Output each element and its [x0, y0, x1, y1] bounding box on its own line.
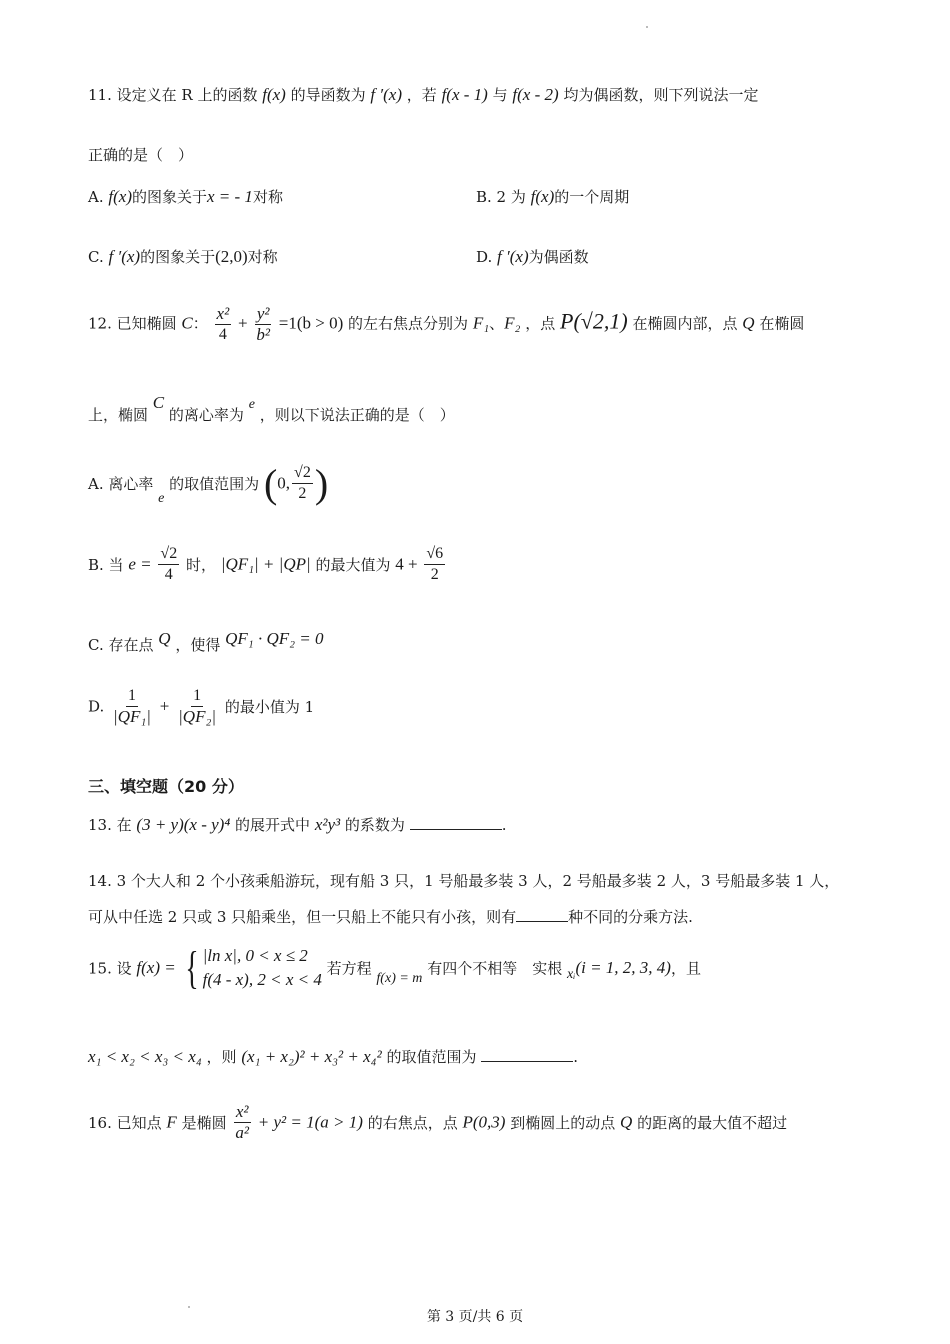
piecewise-cases: |ln x|, 0 < x ≤ 2 f(4 - x), 2 < x < 4 — [202, 946, 322, 989]
q14-line1: 14. 3 个大人和 2 个小孩乘船游玩，现有船 3 只，1 号船最多装 3 人，2 号船最多装 2 人，3 号船最多装 1 人， — [88, 872, 840, 890]
y2-over-b2: $\frac{\text{y²}}{\text{b²}}$ — [256, 304, 270, 344]
fprime-x: f ′(x) — [370, 85, 402, 104]
q13: 13. 在 (3 + y)(x - y)⁴ 的展开式中 x²y³ 的系数为 . — [88, 815, 507, 834]
x2-over-4: $\frac{\text{x²}}{4}$ — [216, 304, 230, 343]
answer-blank[interactable] — [410, 815, 502, 830]
speck — [646, 26, 648, 28]
q15-line1: 15. 设 f(x) = { |ln x|, 0 < x ≤ 2 f(4 - x), 2 < x < 4 若方程 f(x) = m 有四个不相等 实根 xᵢ(i = 1, 2, 3, 4)，且 — [88, 942, 701, 993]
page-number: 第 3 页/共 6 页 — [426, 1309, 524, 1325]
answer-blank[interactable] — [516, 907, 568, 922]
q16: 16. 已知点 F 是椭圆 $\frac{\text{x²}}{\text{a²}}$ + y² = 1(a > 1) 的右焦点，点 P(0,3) 到椭圆上的动点 Q 的距离的最大值不超过 — [88, 1102, 788, 1142]
answer-blank[interactable] — [481, 1047, 573, 1062]
q12-option-b: B. 当 e = $\frac{√2}{4}$ 时， |QF₁| + |QP| 的最大值为 4 + $\frac{√6}{2}$ — [88, 545, 444, 583]
q14-line2: 可从中任选 2 只或 3 只船乘坐，但一只船上不能只有小孩，则有 种不同的分乘方法. — [88, 908, 693, 926]
q12-option-c: C. 存在点 Q ，使得 QF₁ · QF₂ = 0 — [88, 629, 324, 654]
q11-option-a: A. f(x)的图象关于x = - 1对称 — [88, 187, 283, 206]
q15-line2: x₁ < x₂ < x₃ < x₄ ，则 (x₁ + x₂)² + x₃² + x₄² 的取值范围为 . — [88, 1047, 579, 1066]
section-title: 三、填空题（20 分） — [88, 777, 244, 796]
q12-option-a: A. 离心率 e 的取值范围为 (0, $\frac{√2}{2}$ ) — [88, 461, 329, 506]
q11-option-b: B. 2 为 f(x)的一个周期 — [476, 187, 630, 206]
f-x: f(x) — [262, 85, 286, 104]
q11-option-c: C. f ′(x)的图象关于(2,0)对称 — [88, 247, 278, 266]
q12-option-d: D. $\frac{1}{\text{|QF₁|}}$ + $\frac{1}{\text{|QF₂|}}$ 的最小值为 1 — [88, 687, 315, 726]
q11-line2: 正确的是（ ） — [88, 146, 194, 164]
q11-line1: 11. 设定义在 R 上的函数 f(x) 的导函数为 f ′(x) ，若 f(x - 1) 与 f(x - 2) 均为偶函数，则下列说法一定 — [88, 85, 759, 104]
q11-option-d: D. f ′(x)为偶函数 — [476, 247, 589, 266]
q12-line2: 上，椭圆 C 的离心率为 e ，则以下说法正确的是（ ） — [88, 393, 455, 424]
q12-line1: 12. 已知椭圆 C： $\frac{\text{x²}}{4}$ + $\frac{\text{y²}}{\text{b²}}$ =1(b > 0) 的左右焦点分别为 F₁、F₂ ，点 P(√2,1) 在椭圆内部，点 Q 在椭圆 — [88, 304, 805, 344]
